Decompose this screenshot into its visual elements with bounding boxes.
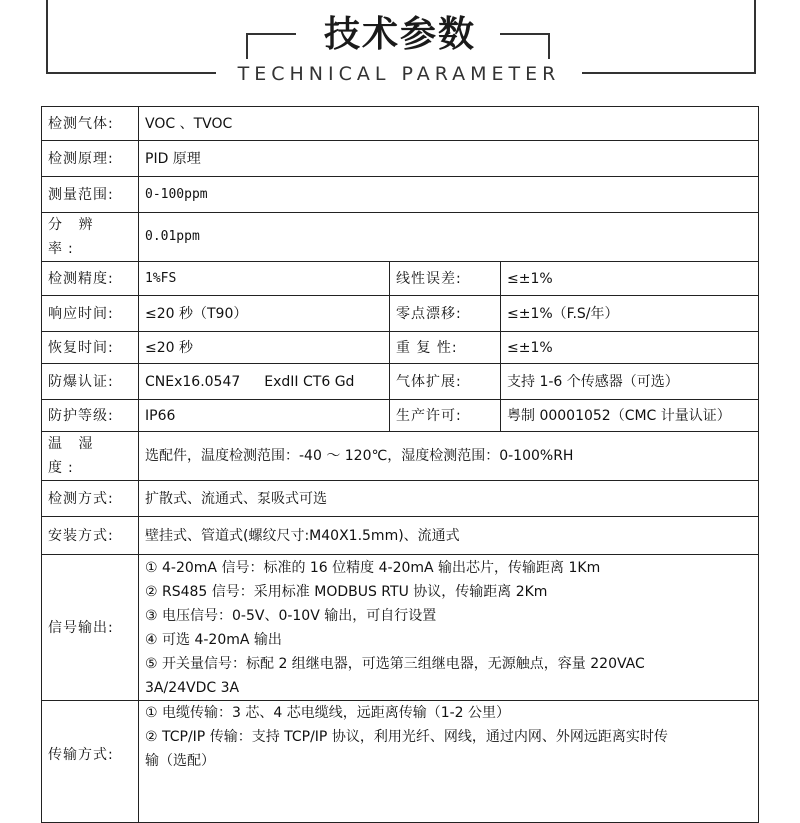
row-value-2: ≤±1%（F.S/年） [501, 296, 759, 332]
row-label: 测量范围: [42, 177, 139, 213]
row-label-2: 气体扩展: [390, 364, 501, 400]
list-item: ② RS485 信号：采用标准 MODBUS RTU 协议，传输距离 2Km [145, 583, 548, 600]
table-row [42, 400, 759, 432]
row-value: ≤20 秒（T90） [139, 296, 390, 332]
list-item: ⑤ 开关量信号：标配 2 组继电器，可选第三组继电器，无源触点，容量 220VAC [145, 655, 645, 672]
page-title: 技术参数 [323, 14, 476, 55]
row-value-2: ≤±1% [501, 262, 759, 296]
row-label: 防爆认证: [42, 364, 139, 400]
row-label-2: 生产许可: [390, 400, 501, 432]
row-label: 信号输出: [42, 555, 139, 701]
row-label: 防护等级: [42, 400, 139, 432]
row-value: 0-100ppm [139, 177, 759, 213]
table-row [42, 262, 759, 296]
row-value [139, 555, 759, 701]
parameter-table [41, 106, 759, 823]
list-item: 输（选配） [145, 753, 215, 769]
row-value: 0.01ppm [139, 213, 759, 262]
row-label-2: 线性误差: [390, 262, 501, 296]
explosion-grade: ExdII CT6 Gd [264, 373, 355, 390]
table-row [42, 517, 759, 555]
row-label: 分 辨 率: [42, 213, 139, 262]
row-value: PID 原理 [139, 141, 759, 177]
row-value: 壁挂式、管道式(螺纹尺寸:M40X1.5mm)、流通式 [139, 517, 759, 555]
table-row [42, 332, 759, 364]
list-item: 3A/24VDC 3A [145, 679, 240, 696]
row-value-2: 支持 1-6 个传感器（可选） [501, 364, 759, 400]
table-row [42, 481, 759, 517]
table-row [42, 364, 759, 400]
list-item: ③ 电压信号：0-5V、0-10V 输出，可自行设置 [145, 607, 437, 624]
row-value: 扩散式、流通式、泵吸式可选 [139, 481, 759, 517]
header [0, 0, 800, 100]
row-label-2: 零点漂移: [390, 296, 501, 332]
list-item: ① 电缆传输：3 芯、4 芯电缆线，远距离传输（1-2 公里） [145, 705, 511, 721]
row-value-2: 粤制 00001052（CMC 计量认证） [501, 400, 759, 432]
table-row [42, 213, 759, 262]
certificate-number: CNEx16.0547 [145, 373, 241, 390]
table-row [42, 141, 759, 177]
table-row [42, 432, 759, 481]
row-value: VOC 、TVOC [139, 107, 759, 141]
row-value: 1%FS [139, 262, 390, 296]
row-value [139, 701, 759, 823]
title-bracket-right [500, 33, 550, 59]
list-item: ② TCP/IP 传输：支持 TCP/IP 协议，利用光纤、网线，通过内网、外网远距离实时传 [145, 729, 668, 745]
page-subtitle: TECHNICAL PARAMETER [237, 63, 561, 85]
row-label: 检测精度: [42, 262, 139, 296]
title-bracket-left [246, 33, 296, 59]
row-label: 传输方式: [42, 701, 139, 823]
row-label-2: 重 复 性: [390, 332, 501, 364]
row-label: 温 湿 度: [42, 432, 139, 481]
row-label: 安装方式: [42, 517, 139, 555]
table-row [42, 107, 759, 141]
row-label: 检测方式: [42, 481, 139, 517]
table-row [42, 555, 759, 701]
table-row [42, 296, 759, 332]
row-label: 检测气体: [42, 107, 139, 141]
list-item: ④ 可选 4-20mA 输出 [145, 631, 282, 648]
row-value-2: ≤±1% [501, 332, 759, 364]
row-value [139, 364, 390, 400]
row-value: 选配件，温度检测范围：-40 ～ 120℃，湿度检测范围：0-100%RH [139, 432, 759, 481]
table-row [42, 701, 759, 823]
row-label: 恢复时间: [42, 332, 139, 364]
header-frame-left [46, 0, 216, 74]
list-item: ① 4-20mA 信号：标准的 16 位精度 4-20mA 输出芯片，传输距离 1Km [145, 559, 601, 576]
row-value: IP66 [139, 400, 390, 432]
table-row [42, 177, 759, 213]
header-frame-right [582, 0, 756, 74]
row-label: 检测原理: [42, 141, 139, 177]
row-label: 响应时间: [42, 296, 139, 332]
row-value: ≤20 秒 [139, 332, 390, 364]
